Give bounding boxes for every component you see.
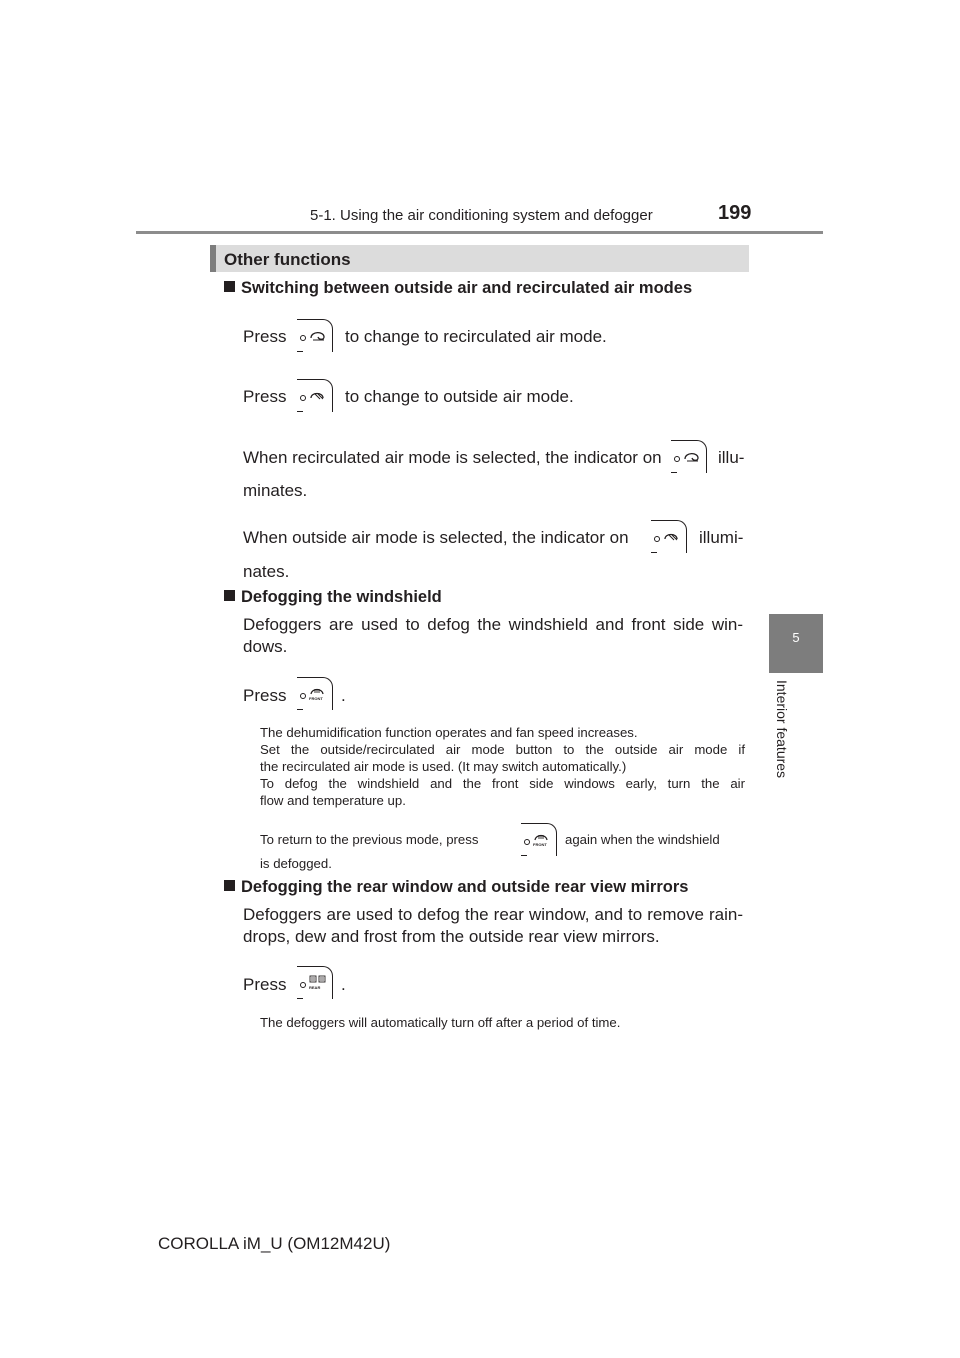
rear-p1-b: drops, dew and frost from the outside rear view mirrors. <box>243 927 660 946</box>
windshield-p1-a: Defoggers are used to defog the windshield and front side win- <box>243 615 743 634</box>
square-bullet-icon <box>224 590 235 601</box>
rear-p1-a: Defoggers are used to defog the rear window, and to remove rain- <box>243 905 743 924</box>
recirculated-air-indicator-icon <box>671 440 707 473</box>
recirc-p4-b: illumi- <box>699 528 744 547</box>
outside-air-button-icon <box>297 379 333 412</box>
section-title: Other functions <box>224 250 351 269</box>
period: . <box>341 975 346 994</box>
subheading-rear-window: Defogging the rear window and outside rear view mirrors <box>224 878 688 897</box>
square-bullet-icon <box>224 281 235 292</box>
period: . <box>341 686 346 705</box>
press-text: Press <box>243 327 287 346</box>
press-text: Press <box>243 686 287 705</box>
square-bullet-icon <box>224 880 235 891</box>
windshield-notes: The dehumidification function operates and fan speed increases. Set the outside/recirculated air mode button to the outside air mode if the recirculated air mode is used. (It may switch automatically.) To defog the windshield and the front side windows early, turn the air flow and temperature up. <box>260 725 745 808</box>
rear-note: The defoggers will automatically turn off after a period of time. <box>260 1015 621 1030</box>
outside-air-indicator-icon <box>651 520 687 553</box>
recirc-line-1: to change to recirculated air mode. <box>345 327 607 346</box>
page-number: 199 <box>718 202 752 224</box>
header-rule <box>136 231 823 234</box>
footer-model-code: COROLLA iM_U (OM12M42U) <box>158 1234 391 1253</box>
recirc-p3-a: When recirculated air mode is selected, the indicator on <box>243 448 662 467</box>
side-tab-number: 5 <box>792 630 800 645</box>
subheading-windshield: Defogging the windshield <box>224 588 442 607</box>
windshield-p1-b: dows. <box>243 637 288 656</box>
press-text: Press <box>243 975 287 994</box>
recirc-p3-c: minates. <box>243 481 308 500</box>
recirc-p4-c: nates. <box>243 562 290 581</box>
front-defogger-button-icon: FRONT <box>297 677 333 710</box>
press-text: Press <box>243 387 287 406</box>
recirc-p3-b: illu- <box>718 448 745 467</box>
header-section-title: 5-1. Using the air conditioning system and defogger <box>310 207 653 224</box>
recirc-line-2: to change to outside air mode. <box>345 387 574 406</box>
windshield-return-a: To return to the previous mode, press <box>260 832 479 847</box>
recirculated-air-button-icon <box>297 319 333 352</box>
windshield-return-c: is defogged. <box>260 856 332 871</box>
rear-defogger-button-icon: REAR <box>297 966 333 999</box>
front-defogger-button-icon: FRONT <box>521 823 557 856</box>
windshield-return-b: again when the windshield <box>565 832 720 847</box>
side-tab-label: Interior features <box>774 680 790 779</box>
subheading-air-modes: Switching between outside air and recirculated air modes <box>224 279 692 298</box>
recirc-p4-a: When outside air mode is selected, the indicator on <box>243 528 629 547</box>
